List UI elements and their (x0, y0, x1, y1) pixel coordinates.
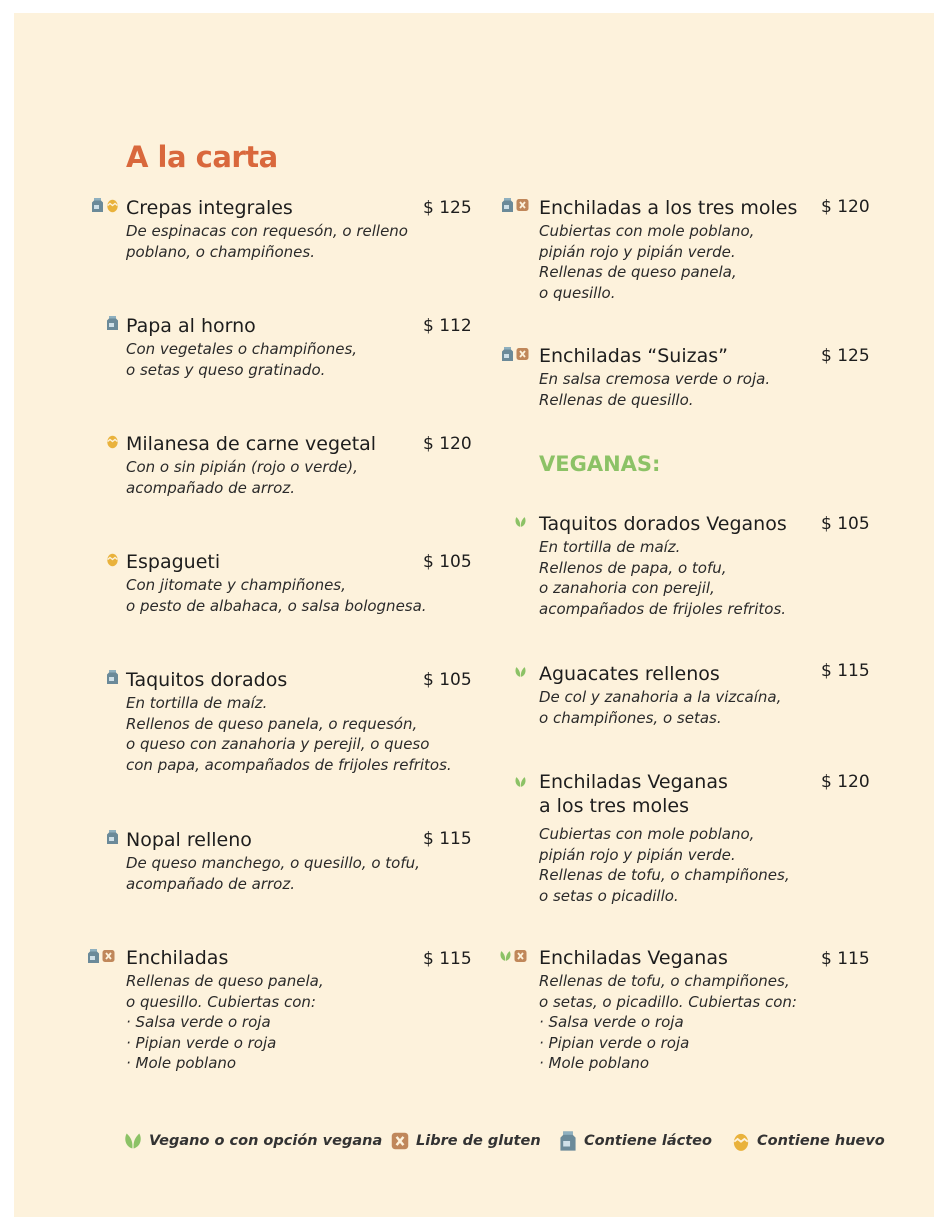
legend-label: Contiene huevo (757, 1133, 885, 1149)
item-icons (501, 197, 529, 213)
item-description: De col y zanahoria a la vizcaína, o champiñones, o setas. (539, 688, 782, 727)
gluten-free-icon (102, 948, 115, 964)
item-description: En tortilla de maíz. Rellenos de papa, o tofu, o zanahoria con perejil, acompañados de frijoles refritos. (539, 538, 787, 618)
item-name: Taquitos dorados (126, 669, 288, 691)
legend-label: Libre de gluten (416, 1133, 541, 1149)
legend-item-dairy (558, 1130, 712, 1152)
item-description: Cubiertas con mole poblano, pipián rojo y pipián verde. Rellenas de queso panela, o quesillo. (539, 222, 755, 302)
menu-item (126, 314, 357, 380)
egg-icon (731, 1130, 751, 1152)
icon-legend (0, 1130, 946, 1154)
item-icons (106, 433, 119, 449)
item-price: $ 115 (821, 661, 870, 681)
legend-label: Vegano o con opción vegana (149, 1133, 383, 1149)
item-description: De queso manchego, o quesillo, o tofu, acompañado de arroz. (126, 854, 420, 893)
gluten-free-icon (390, 1130, 410, 1152)
egg-icon (106, 433, 119, 449)
item-price: $ 105 (423, 670, 472, 690)
menu-item (539, 344, 770, 410)
legend-item-gluten-free (390, 1130, 541, 1152)
item-name: Enchiladas a los tres moles (539, 197, 798, 219)
gluten-free-icon (514, 948, 527, 964)
item-price: $ 115 (423, 949, 472, 969)
item-name: Aguacates rellenos (539, 663, 720, 685)
item-description: En salsa cremosa verde o roja. Rellenas de quesillo. (539, 370, 771, 409)
vegan-leaf-icon (514, 774, 527, 790)
menu-item (539, 512, 787, 619)
item-name: Crepas integrales (126, 197, 293, 219)
menu-item (126, 828, 420, 894)
item-name: Papa al horno (126, 315, 256, 337)
vegan-leaf-icon (514, 664, 527, 680)
item-description: Rellenas de tofu, o champiñones, o setas, o picadillo. Cubiertas con: · Salsa verde o roja · Pipian verde o roja · Mole poblano (539, 972, 797, 1072)
gluten-free-icon (516, 197, 529, 213)
legend-item-egg (731, 1130, 885, 1152)
item-description: Con vegetales o champiñones, o setas y queso gratinado. (126, 340, 358, 379)
item-name: Milanesa de carne vegetal (126, 433, 377, 455)
dairy-icon (501, 197, 514, 213)
section-title: A la carta (126, 140, 278, 174)
item-price: $ 112 (423, 316, 472, 336)
item-icons (499, 948, 527, 964)
item-price: $ 125 (821, 346, 870, 366)
item-price: $ 120 (821, 772, 870, 792)
item-icons (87, 948, 115, 964)
item-icons (106, 551, 119, 567)
item-description: De espinacas con requesón, o relleno poblano, o champiñones. (126, 222, 408, 261)
dairy-icon (106, 829, 119, 845)
item-description: Con o sin pipián (rojo o verde), acompañado de arroz. (126, 458, 358, 497)
menu-item (539, 946, 797, 1074)
item-price: $ 105 (821, 514, 870, 534)
item-icons (514, 664, 527, 680)
egg-icon (106, 197, 119, 213)
item-price: $ 120 (821, 197, 870, 217)
vegan-leaf-icon (123, 1130, 143, 1152)
vegan-leaf-icon (514, 514, 527, 530)
item-description: Cubiertas con mole poblano, pipián rojo y pipián verde. Rellenas de tofu, o champiñones, o setas o picadillo. (539, 825, 790, 905)
gluten-free-icon (516, 346, 529, 362)
dairy-icon (501, 346, 514, 362)
item-price: $ 115 (423, 829, 472, 849)
item-price: $ 120 (423, 434, 472, 454)
menu-item (126, 196, 408, 262)
item-icons (106, 315, 119, 331)
dairy-icon (91, 197, 104, 213)
item-name: Espagueti (126, 551, 221, 573)
item-description: Con jitomate y champiñones, o pesto de albahaca, o salsa bolognesa. (126, 576, 427, 615)
legend-item-vegan (123, 1130, 382, 1152)
item-price: $ 105 (423, 552, 472, 572)
vegan-leaf-icon (499, 948, 512, 964)
menu-item (539, 770, 790, 906)
vegan-section-title: VEGANAS: (539, 452, 661, 476)
menu-item (126, 668, 452, 775)
dairy-icon (558, 1130, 578, 1152)
dairy-icon (87, 948, 100, 964)
item-name: Nopal relleno (126, 829, 252, 851)
item-description: En tortilla de maíz. Rellenos de queso panela, o requesón, o queso con zanahoria y perejil, o queso con papa, acompañados de frijoles refritos. (126, 694, 452, 774)
legend-label: Contiene lácteo (584, 1133, 712, 1149)
item-description: Rellenas de queso panela, o quesillo. Cubiertas con: · Salsa verde o roja · Pipian verde o roja · Mole poblano (126, 972, 324, 1072)
item-icons (91, 197, 119, 213)
dairy-icon (106, 315, 119, 331)
menu-item (539, 196, 797, 303)
item-name: Enchiladas (126, 947, 229, 969)
item-icons (106, 829, 119, 845)
item-icons (106, 669, 119, 685)
item-name: Enchiladas “Suizas” (539, 345, 728, 367)
item-price: $ 125 (423, 198, 472, 218)
item-name: Enchiladas Veganas a los tres moles (539, 771, 728, 817)
menu-item (126, 550, 427, 616)
menu-item (539, 662, 781, 728)
item-name: Enchiladas Veganas (539, 947, 728, 969)
item-name: Taquitos dorados Veganos (539, 513, 787, 535)
item-icons (514, 774, 527, 790)
menu-item (126, 946, 324, 1074)
item-icons (501, 346, 529, 362)
menu-item (126, 432, 376, 498)
item-price: $ 115 (821, 949, 870, 969)
egg-icon (106, 551, 119, 567)
item-icons (514, 514, 527, 530)
dairy-icon (106, 669, 119, 685)
